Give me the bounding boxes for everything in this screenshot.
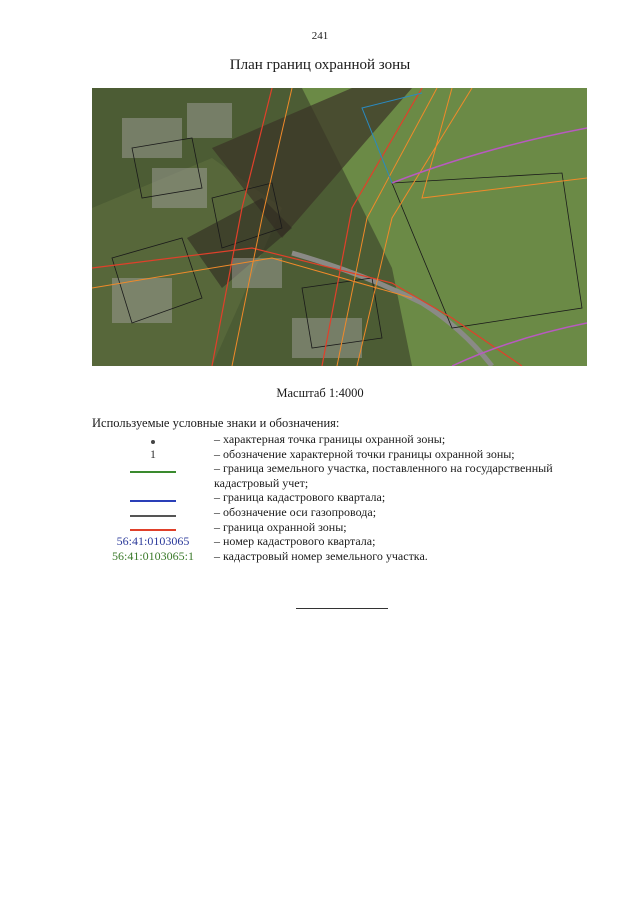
map-scale: Масштаб 1:4000 xyxy=(276,386,364,400)
map-village-block xyxy=(112,278,172,323)
legend-heading: Используемые условные знаки и обозначения: xyxy=(92,416,340,430)
legend-symbol xyxy=(92,520,214,535)
legend-line-icon xyxy=(130,529,176,531)
legend-row xyxy=(92,432,602,447)
map-canvas xyxy=(92,88,587,366)
signature-line xyxy=(296,608,388,609)
legend-line-icon xyxy=(130,500,176,502)
legend-text: – граница охранной зоны; xyxy=(214,519,347,534)
legend-text: – обозначение характерной точки границы охранной зоны; xyxy=(214,446,515,461)
legend-row xyxy=(92,520,602,535)
legend-row xyxy=(92,505,602,520)
map-village-block xyxy=(232,258,282,288)
boundary-point-icon xyxy=(151,440,155,444)
legend-text: – граница земельного участка, поставленного на государственный кадастровый учет; xyxy=(214,461,553,490)
aerial-map xyxy=(92,88,587,366)
legend xyxy=(92,432,602,563)
legend-row xyxy=(92,490,602,505)
legend-label: 56:41:0103065:1 xyxy=(111,548,194,563)
legend-symbol xyxy=(92,505,214,520)
legend-text: – граница кадастрового квартала; xyxy=(214,490,386,505)
legend-row xyxy=(92,549,602,564)
legend-text: – кадастровый номер земельного участка. xyxy=(214,548,428,563)
legend-text: – характерная точка границы охранной зоны; xyxy=(214,432,446,446)
legend-symbol xyxy=(92,432,214,447)
legend-symbol xyxy=(92,490,214,505)
legend-line-icon xyxy=(130,471,176,473)
legend-symbol xyxy=(92,461,214,476)
page-number: 241 xyxy=(311,30,329,42)
legend-symbol xyxy=(92,549,214,564)
map-village-block xyxy=(122,118,182,158)
legend-line-icon xyxy=(130,515,176,517)
legend-label: 56:41:0103065 xyxy=(116,534,190,549)
legend-row xyxy=(92,461,602,490)
legend-row xyxy=(92,447,602,462)
page-title: План границ охранной зоны xyxy=(229,57,411,73)
legend-label: 1 xyxy=(150,446,156,461)
legend-row xyxy=(92,534,602,549)
legend-text: – обозначение оси газопровода; xyxy=(214,504,377,519)
legend-symbol xyxy=(92,534,214,549)
map-village-block xyxy=(152,168,207,208)
legend-text: – номер кадастрового квартала; xyxy=(214,534,376,549)
legend-symbol xyxy=(92,447,214,462)
map-village-block xyxy=(187,103,232,138)
